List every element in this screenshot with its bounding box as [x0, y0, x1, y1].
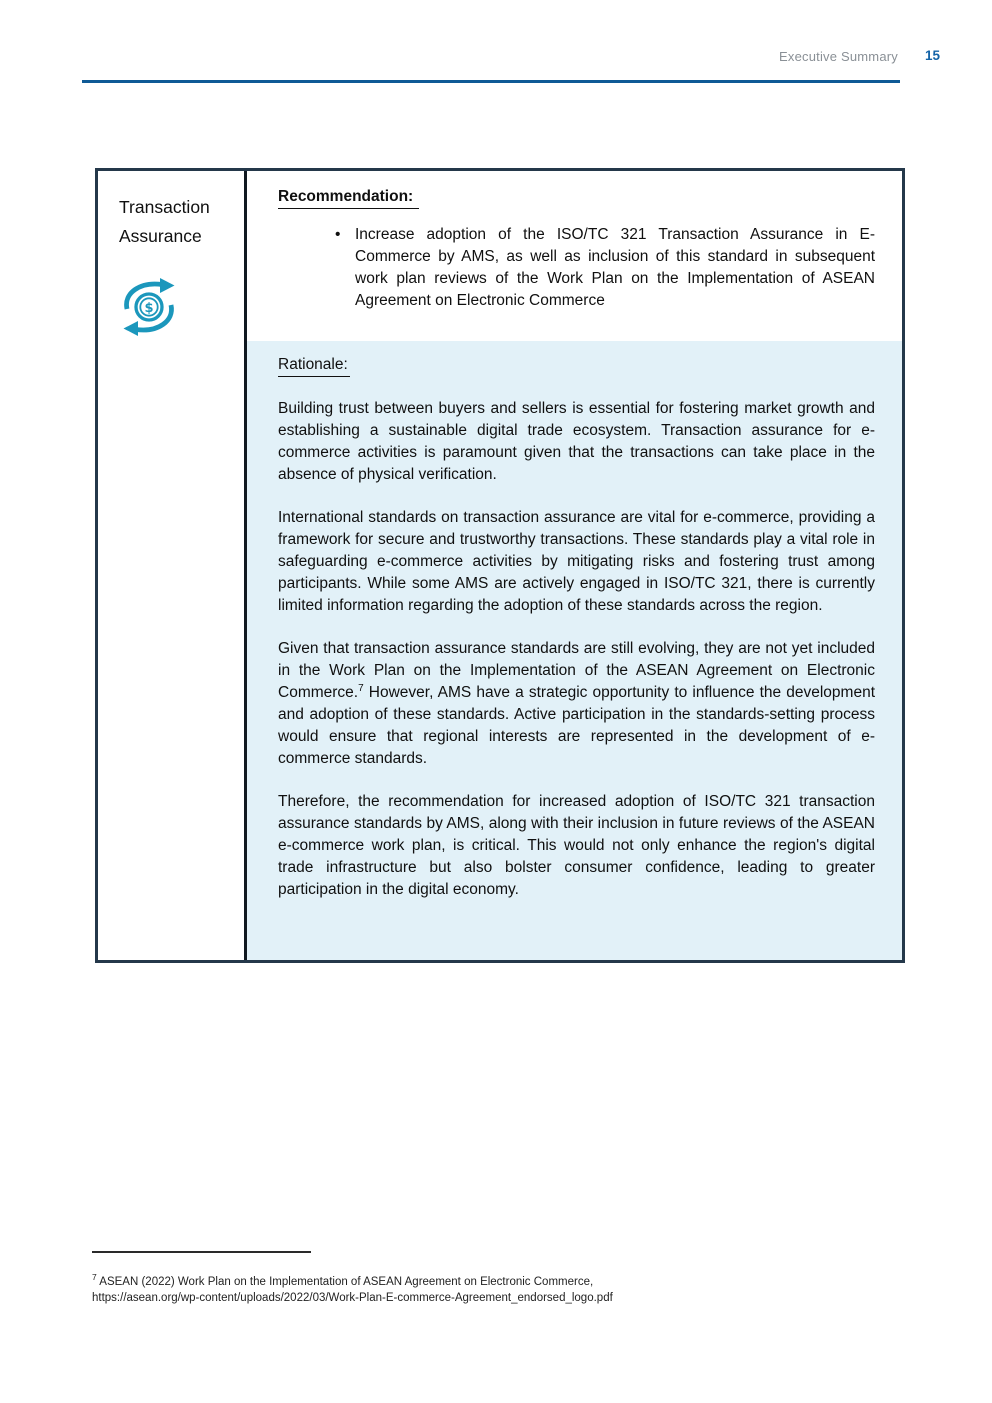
footnote-marker: 7 [92, 1272, 97, 1283]
card-topic-title [119, 193, 234, 251]
rationale-paragraph-3-continued: However, AMS have a strategic opportunity to influence the development and adoption of these standards. Active participation in the standards-setting process would ensure that regional interests are represented in the development of e-commerce standards. [278, 684, 875, 767]
bullet-icon: • [335, 226, 341, 243]
footnote-separator [92, 1251, 311, 1253]
header-section-label: Executive Summary [779, 49, 898, 64]
recommendation-bullet-item [278, 224, 875, 312]
header-rule [82, 80, 900, 83]
rationale-paragraph-2: International standards on transaction assurance are vital for e-commerce, providing a framework for secure and trustworthy transactions. These standards play a vital role in safeguarding e-commerce activities by mitigating risks and fostering trust among participants. While some AMS are actively engaged in ISO/TC 321, there is currently limited information regarding the adoption of these standards across the region. [278, 509, 875, 614]
dollar-glyph: $ [144, 300, 154, 316]
footnote-reference-7: 7 [358, 682, 364, 694]
rationale-paragraph-3 [278, 638, 875, 770]
recommendation-card [95, 168, 905, 963]
recommendation-heading: Recommendation: [278, 188, 419, 209]
rationale-heading: Rationale: [278, 356, 350, 377]
recommendation-bullet-text: Increase adoption of the ISO/TC 321 Transaction Assurance in E-Commerce by AMS, as well as inclusion of this standard in subsequent work plan reviews of the Work Plan on the Implementation of ASEAN Agreement on Electronic Commerce [355, 226, 875, 309]
footnote-text: ASEAN (2022) Work Plan on the Implementation of ASEAN Agreement on Electronic Commerce, [96, 1276, 594, 1288]
card-topic-title-line2: Assurance [119, 226, 202, 246]
rationale-paragraph-1: Building trust between buyers and sellers is essential for fostering market growth and establishing a sustainable digital trade ecosystem. Transaction assurance for e-commerce activities is paramount given that the transactions can take place in the absence of physical verification. [278, 400, 875, 483]
footnote [92, 1274, 732, 1306]
card-content-cell [247, 171, 902, 960]
rationale-paragraph-4: Therefore, the recommendation for increased adoption of ISO/TC 321 transaction assurance standards by AMS, along with their inclusion in future reviews of the ASEAN e-commerce work plan, is critical. This would not only enhance the region's digital trade infrastructure but also bolster consumer confidence, leading to greater participation in the digital economy. [278, 793, 875, 898]
card-topic-cell [98, 171, 247, 960]
rationale-paragraph-3-text: Given that transaction assurance standards are still evolving, they are not yet included in the Work Plan on the Implementation of the ASEAN Agreement on Electronic Commerce. [278, 640, 875, 701]
recommendation-section [247, 171, 902, 341]
rationale-section [247, 341, 902, 960]
transaction-money-cycle-icon [116, 277, 182, 337]
card-topic-title-line1: Transaction [119, 197, 210, 217]
footnote-url-link[interactable]: https://asean.org/wp-content/uploads/2022/03/Work-Plan-E-commerce-Agreement_endorsed_logo.pdf [92, 1292, 613, 1304]
header-page-number: 15 [924, 48, 940, 63]
